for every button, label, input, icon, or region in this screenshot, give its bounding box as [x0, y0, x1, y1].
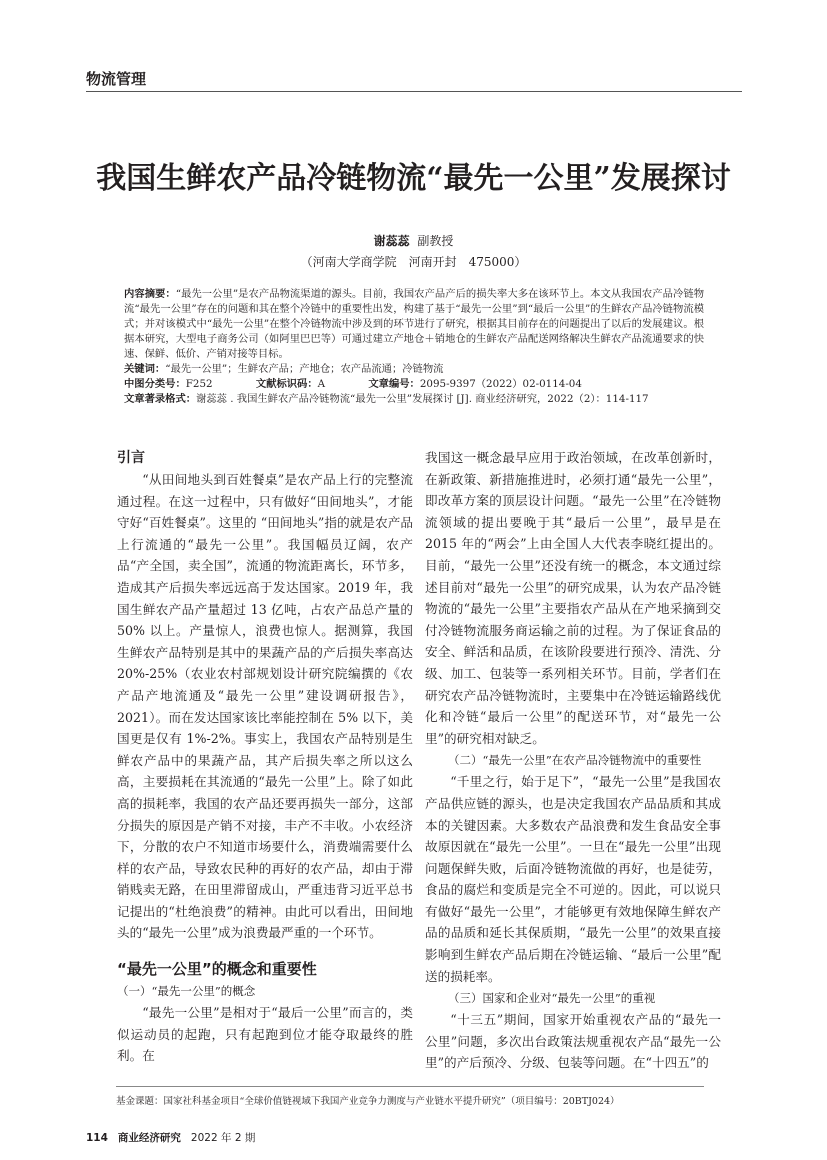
concept-paragraph: “最先一公里”是相对于“最后一公里”而言的，类似运动员的起跑，只有起跑到位才能夺取最终的胜利。在	[117, 1005, 413, 1064]
importance-paragraph: “千里之行，始于足下”，“最先一公里”是我国农产品供应链的源头，也是决定我国农产品品质和其成本的关键因素。大多数农产品浪费和发生食品安全事故原因就在“最先一公里”。一旦在“最先一公里”出现问题保鲜失败，后面冷链物流做的再好，也是徒劳，食品的腐烂和变质是完全不可逆的。因此，可以说只有做好“最先一公里”，才能够更有效地保障生鲜农产品的品质和延长其保质期，“最先一公里”的效果直接影响到生鲜农产品后期在冷链运输、“最后一公里”配送的损耗率。	[425, 774, 721, 984]
keywords-label: 关键词：	[124, 363, 166, 375]
clc-value: F252	[185, 378, 213, 390]
subsection-heading-concept: （一）“最先一公里”的概念	[117, 984, 256, 999]
author-name: 谢蕊蕊	[373, 234, 410, 248]
abstract	[124, 287, 704, 362]
header-rule	[86, 91, 742, 92]
footnote-rule	[116, 1086, 704, 1087]
keywords-text: “最先一公里”；生鲜农产品；产地仓；农产品流通；冷链物流	[165, 363, 444, 375]
article-number-value: 2095-9397（2022）02-0114-04	[419, 378, 582, 390]
citation-label: 文章著录格式：	[124, 393, 197, 405]
citation	[124, 392, 704, 407]
clc-label: 中图分类号：	[124, 378, 186, 390]
left-column	[117, 447, 413, 1067]
page-body	[0, 287, 827, 1155]
intro-heading: 引言	[117, 450, 145, 466]
journal-name: 商业经济研究	[117, 1132, 181, 1145]
citation-text: 谢蕊蕊 . 我国生鲜农产品冷链物流“最先一公里”发展探讨 [J]. 商业经济研究，2022（2）：114-117	[196, 393, 649, 405]
body-columns	[117, 447, 827, 1074]
subsection-heading-importance: （二）“最先一公里”在农产品冷链物流中的重要性	[448, 753, 702, 768]
right-column	[425, 447, 721, 1074]
issue: 2022 年 2 期	[190, 1132, 256, 1145]
page-footer	[86, 1131, 827, 1155]
keywords	[124, 362, 704, 377]
section-tag: 物流管理	[86, 70, 147, 88]
concept-paragraph-cont: 我国这一概念最早应用于政治领域，在改革创新时，在新政策、新措施推进时，必须打通“最先一公里”，即改革方案的顶层设计问题。“最先一公里”在冷链物流领域的提出要晚于其“最后一公里”，最早是在 2015 年的“两会”上由全国人大代表李晓红提出的。目前，“最先一公里”还没有统一的概念，本文通过综述目前对“最先一公里”的研究成果，认为农产品冷链物流的“最先一公里”主要指农产品从在产地采摘到交付冷链物流服务商运输之前的过程。为了保证食品的安全、鲜活和品质，在该阶段要进行预冷、清洗、分级、加工、包装等一系列相关环节。目前，学者们在研究农产品冷链物流时，主要集中在冷链运输路线优化和冷链“最后一公里”的配送环节，对“最先一公里”的研究相对缺乏。	[425, 450, 721, 746]
funding-footnote: 基金课题：国家社科基金项目“全球价值链视域下我国产业竞争力测度与产业链水平提升研究”（项目编号：20BTJ024）	[116, 1096, 620, 1108]
doc-code-value: A	[317, 378, 326, 390]
article-title: 我国生鲜农产品冷链物流“最先一公里”发展探讨	[96, 161, 731, 196]
abstract-text: “最先一公里”是农产品物流渠道的源头。目前，我国农产品产后的损失率大多在该环节上。本文从我国农产品冷链物流“最先一公里”存在的问题和其在整个冷链中的重要性出发，构建了基于“最先一公里”到“最后一公里”的生鲜农产品冷链物流模式；并对该模式中“最先一公里”在整个冷链物流中涉及到的环节进行了研究，根据其目前存在的问题提出了以后的发展建议。根据本研究，大型电子商务公司（如阿里巴巴等）可通过建立产地仓＋销地仓的生鲜农产品配送网络解决生鲜农产品流通要求的快速、保鲜、低价、产销对接等目标。	[124, 288, 704, 360]
abstract-block	[124, 287, 704, 407]
article-number-label: 文章编号：	[368, 378, 420, 390]
author-affiliation: （河南大学商学院 河南开封 475000）	[300, 255, 527, 269]
doc-code-label: 文献标识码：	[255, 378, 318, 390]
intro-paragraph: “从田间地头到百姓餐桌”是农产品上行的完整流通过程。在这一过程中，只有做好“田间地头”，才能守好“百姓餐桌”。这里的 “田间地头”指的就是农产品上行流通的“最先一公里”。我国幅员辽阔，农产品“产全国，卖全国”，流通的物流距离长，环节多，造成其产后损失率远远高于发达国家。2019 年，我国生鲜农产品产量超过 13 亿吨，占农产品总产量的 50% 以上。产量惊人，浪费也惊人。据测算，我国生鲜农产品特别是其中的果蔬产品的产后损失率高达 20%-25%（农业农村部规划设计研究院编撰的《农产品产地流通及“最先一公里”建设调研报告》，2021）。而在发达国家该比率能控制在 5% 以下，美国更是仅有 1%-2%。事实上，我国农产品特别是生鲜农产品中的果蔬产品，其产后损失率之所以这么高，主要损耗在其流通的“最先一公里”上。除了如此高的损耗率，我国的农产品还要再损失一部分，这部分损失的原因是产销不对接，丰产不丰收。小农经济下，分散的农户不知道市场要什么，消费端需要什么样的农产品，导致农民种的再好的农产品，却由于滞销贱卖无路，在田里滞留成山，严重违背习近平总书记提出的“杜绝浪费”的精神。由此可以看出，田间地头的“最先一公里”成为浪费最严重的一个环节。	[117, 472, 413, 941]
subsection-heading-attention: （三）国家和企业对“最先一公里”的重视	[448, 991, 656, 1006]
attention-paragraph: “十三五”期间，国家开始重视农产品的“最先一公里”问题，多次出台政策法规重视农产品“最先一公里”的产后预冷、分级、包装等问题。在“十四五”的	[425, 1012, 721, 1071]
abstract-label: 内容摘要：	[124, 288, 176, 300]
classification-row	[124, 377, 704, 392]
author-rank: 副教授	[417, 234, 454, 248]
author-line	[0, 233, 827, 249]
section-heading-concept: “最先一公里”的概念和重要性	[117, 960, 317, 979]
page-number: 114	[86, 1132, 108, 1145]
